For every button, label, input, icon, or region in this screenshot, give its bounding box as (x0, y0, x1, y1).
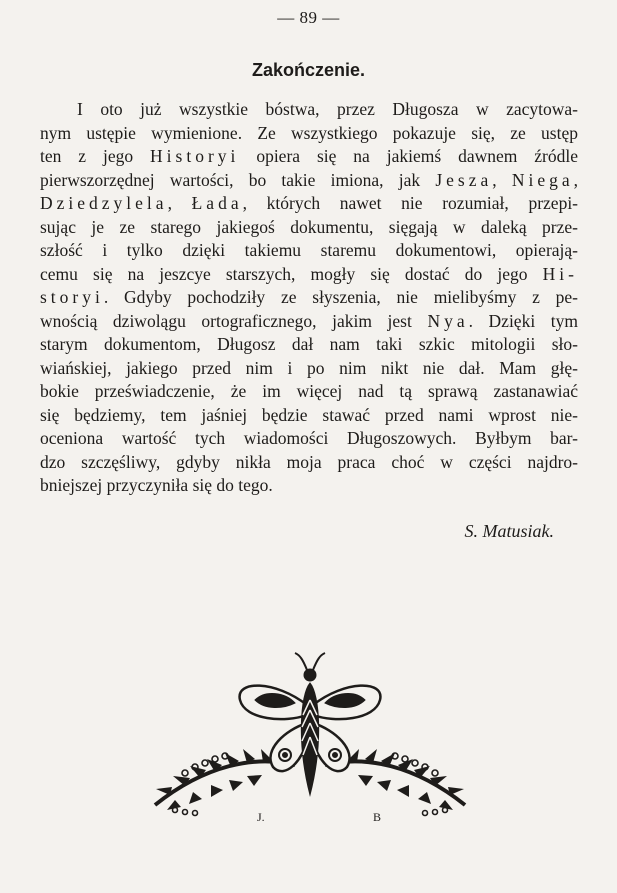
text-run: , (573, 169, 578, 190)
text-line: szłość i tylko dzięki takiemu staremu dokumentowi, opierają- (40, 240, 578, 260)
text-run: . Dzięki tym (468, 310, 578, 331)
text-line: bokie przeświadczenie, że im więcej nad tą sprawą zastanawiać (40, 381, 578, 401)
spaced-name: Dziedzylela (40, 193, 168, 213)
text-run: pierwszorzędnej wartości, bo takie imiona, jak (40, 169, 436, 190)
chapter-heading: Zakończenie. (251, 60, 366, 80)
signature: S. Matusiak. (464, 521, 554, 541)
text-run: opiera się na jakiemś dawnem źródle (239, 146, 579, 166)
spaced-name: Jesza (435, 169, 493, 190)
text-run: cemu się na jeszcye starszych, mogły się dostać do jego (40, 263, 543, 284)
text-line: się będziemy, tem jaśniej będzie stawać przed nami wprost nie- (40, 404, 578, 425)
text-run: , których nawet nie rozumiał, przepi- (242, 193, 579, 213)
text-line (40, 145, 578, 169)
text-line: wiańskiej, jakiego przed nim i po nim nikt nie dał. Mam głę- (40, 357, 578, 378)
ornament-initial-right: B (373, 810, 382, 824)
text-line: sując je ze starego jakiegoś dokumentu, sięgają w daleką prze- (40, 216, 578, 237)
spaced-name: storyi (40, 287, 104, 307)
text-line (40, 263, 578, 287)
text-line: nym ustępie wymienione. Ze wszystkiego pokazuje się, ze ustęp (40, 122, 578, 143)
text-line (40, 286, 578, 310)
text-line (40, 169, 578, 193)
body-text (40, 98, 578, 498)
text-line: I oto już wszystkie bóstwa, przez Długosza w zacytowa- (77, 99, 578, 119)
spaced-name: Łada (191, 193, 243, 213)
spaced-name: Historyi (150, 146, 240, 166)
text-line: bniejszej przyczyniła się do tego. (40, 475, 273, 495)
text-run: , (167, 193, 192, 213)
text-run: ten z jego (40, 146, 151, 166)
text-run: . Gdyby pochodziły ze słyszenia, nie mielibyśmy z pe- (103, 287, 578, 307)
text-run: , (492, 169, 512, 190)
text-line: dzo szczęśliwy, gdyby nikła moja praca choć w części najdro- (40, 451, 578, 472)
text-line (40, 192, 578, 216)
text-line: starym dokumentom, Długosz dał nam taki szkic mitologii sło- (40, 334, 578, 354)
ornament-initial-left: J. (257, 810, 265, 824)
spaced-name: Hi- (542, 263, 578, 284)
page-number: — 89 — (277, 8, 340, 27)
spaced-name: Nya (427, 310, 469, 331)
spaced-name: Niega (511, 169, 574, 190)
text-run: wnością dziwolągu ortograficznego, jakim jest (40, 310, 428, 331)
butterfly-ornament-icon (145, 645, 475, 825)
text-line: oceniona wartość tych wiadomości Długoszowych. Byłbym bar- (40, 428, 578, 448)
text-line (40, 310, 578, 334)
